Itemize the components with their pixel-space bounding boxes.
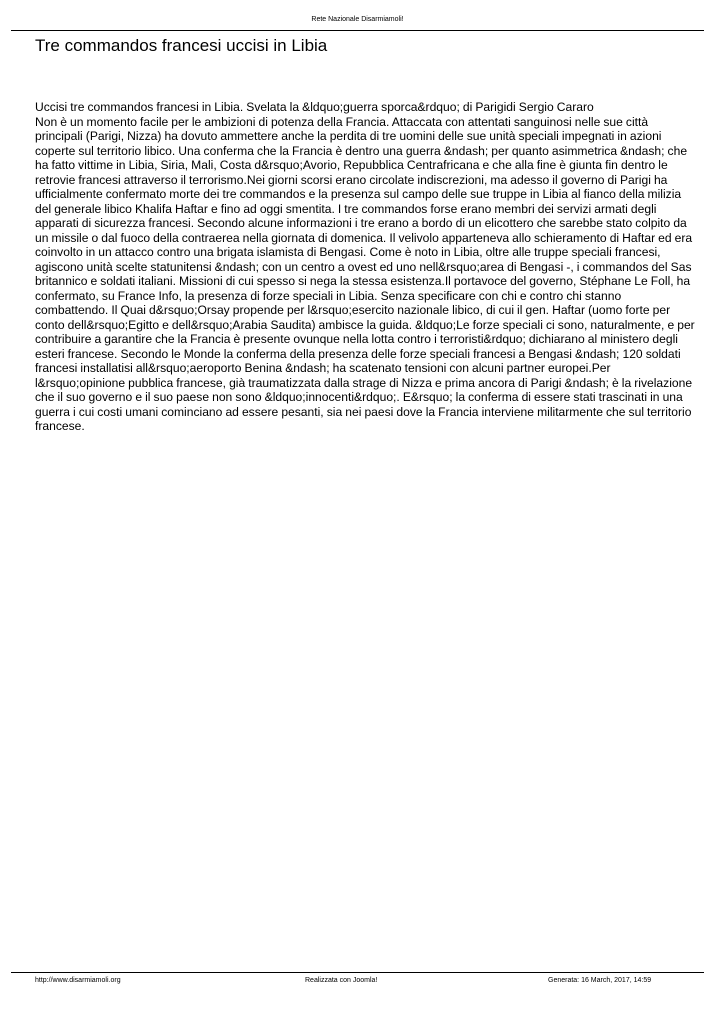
article-title: Tre commandos francesi uccisi in Libia (35, 36, 328, 55)
page-footer (11, 972, 704, 984)
footer-made-with: Realizzata con Joomla! (305, 977, 378, 984)
article-body (35, 100, 695, 434)
page-header (11, 14, 704, 31)
site-name: Rete Nazionale Disarmiamoli! (311, 16, 404, 23)
footer-site-url[interactable]: http://www.disarmiamoli.org (35, 977, 121, 984)
footer-generated-date: Generata: 16 March, 2017, 14:59 (548, 977, 652, 984)
article-subtitle: Uccisi tre commandos francesi in Libia. Svelata la &ldquo;guerra sporca&rdquo; di Parigidi Sergio Cararo (35, 100, 594, 114)
article-text: Non è un momento facile per le ambizioni di potenza della Francia. Attaccata con attentati sanguinosi nelle sue città principali (Parigi, Nizza) ha dovuto ammettere anche la perdita di tre uomini delle sue unità speciali impegnati in azioni coperte sul territorio libico. Una conferma che la Francia è dentro una guerra &ndash; per quanto asimmetrica &ndash; che ha fatto vittime in Libia, Siria, Mali, Costa d&rsquo;Avorio, Repubblica Centrafricana e che alla fine è giunta fin dentro le retrovie francesi attraverso il terrorismo.Nei giorni scorsi erano circolate indiscrezioni, ma adesso il governo di Parigi ha ufficialmente confermato morte dei tre commandos e la presenza sul campo delle sue truppe in Libia al fianco della milizia del generale libico Khalifa Haftar e fino ad oggi smentita. I tre commandos forse erano membri dei servizi armati degli apparati di sicurezza francesi. Secondo alcune informazioni i tre erano a bordo di un elicottero che sarebbe stato colpito da un missile o dal fuoco della contraerea nella giornata di domenica. Il velivolo apparteneva allo schieramento di Haftar ed era coinvolto in un attacco contro una brigata islamista di Bengasi. Come è noto in Libia, oltre alle truppe speciali francesi, agiscono unità scelte statunitensi &ndash; con un centro a ovest ed uno nell&rsquo;area di Bengasi -, i commandos del Sas britannico e soldati italiani. Missioni di cui spesso si nega la stessa esistenza.Il portavoce del governo, Stéphane Le Foll, ha confermato, su France Info, la presenza di forze speciali in Libia. Senza specificare con chi e contro chi stanno combattendo. Il Quai d&rsquo;Orsay propende per l&rsquo;esercito nazionale libico, di cui il gen. Haftar (uomo forte per conto dell&rsquo;Egitto e dell&rsquo;Arabia Saudita) ambisce la guida. &ldquo;Le forze speciali ci sono, naturalmente, e per contribuire a garantire che la Francia è presente ovunque nella lotta contro i terroristi&rdquo; dichiarano al ministero degli esteri francese. Secondo le Monde la conferma della presenza delle forze speciali francesi a Bengasi &ndash; 120 soldati francesi installatisi all&rsquo;aeroporto Benina &ndash; ha scatenato tensioni con alcuni partner europei.Per l&rsquo;opinione pubblica francese, già traumatizzata dalla strage di Nizza e prima ancora di Parigi &ndash; è la rivelazione che il suo governo e il suo paese non sono &ldquo;innocenti&rdquo;. E&rsquo; la conferma di essere stati trascinati in una guerra i cui costi umani cominciano ad essere pesanti, sia nei paesi dove la Francia interviene militarmente che sul territorio francese. (35, 114, 695, 433)
